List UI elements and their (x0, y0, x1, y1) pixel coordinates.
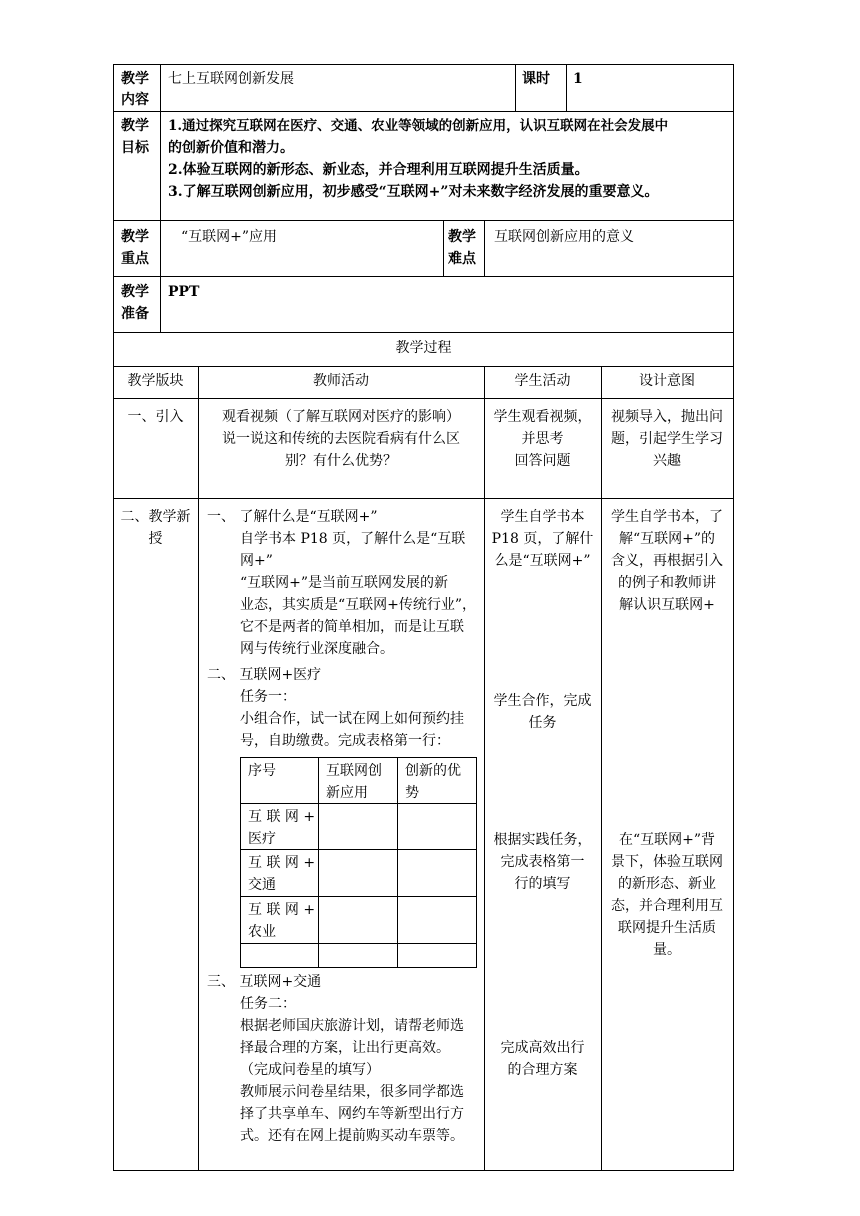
hours-value: 1 (573, 71, 583, 87)
s2-student-b2-line2: 任务 (528, 715, 557, 731)
section1-intent-line2: 题，引起学生学习 (611, 431, 723, 447)
section1-student-line2: 并思考 (521, 431, 564, 447)
difficulty-label-line1: 教学 (448, 229, 476, 245)
section2-name-line1: 二、教学新 (120, 509, 191, 525)
s2-intent-b2-line5: 联网提升生活质 (618, 920, 716, 936)
section1-name: 一、引入 (127, 409, 184, 425)
col-header-block: 教学版块 (127, 373, 184, 389)
s2-student-b1-line2: P18 页，了解什 (491, 531, 594, 547)
section1-intent-line3: 兴趣 (653, 453, 681, 469)
inner-header-adv-line2: 势 (405, 785, 419, 801)
part1-line2: 网+” (240, 553, 273, 569)
col-header-intent: 设计意图 (639, 373, 695, 389)
part3-line5: 教师展示问卷星结果，很多同学都选 (240, 1084, 464, 1100)
part2-heading: 二、 互联网+医疗 (207, 667, 322, 683)
difficulty-value: 互联网创新应用的意义 (494, 229, 634, 245)
s2-student-b1-line3: 么是“互联网+” (494, 553, 591, 569)
section1-intent-line1: 视频导入，抛出问 (611, 409, 723, 425)
inner-row2-line2: 交通 (248, 877, 276, 893)
inner-row1-line1: 互 联 网 + (248, 809, 316, 825)
part2-line2: 小组合作，试一试在网上如何预约挂 (240, 711, 464, 727)
objectives-label-line2: 目标 (121, 140, 149, 156)
inner-header-app-line1: 互联网创 (326, 763, 382, 779)
section1-teacher-line3: 别？有什么优势？ (285, 453, 397, 469)
inner-row1-line2: 医疗 (248, 831, 276, 847)
s2-student-b4-line2: 的合理方案 (507, 1062, 578, 1078)
part1-line4: 业态，其实质是“互联网+传统行业”， (240, 597, 477, 613)
inner-row3-line2: 农业 (248, 924, 276, 940)
section1-teacher-line2: 说一说这和传统的去医院看病有什么区 (222, 431, 460, 447)
s2-student-b1-line1: 学生自学书本 (500, 509, 585, 525)
s2-student-b3-line2: 完成表格第一 (500, 854, 585, 870)
s2-student-b2-line1: 学生合作，完成 (493, 693, 592, 709)
s2-intent-b2-line3: 的新形态、新业 (618, 876, 716, 892)
section2-name-line2: 授 (148, 531, 163, 547)
part1-line3: “互联网+”是当前互联网发展的新 (240, 575, 449, 591)
part3-line4: （完成问卷星的填写） (240, 1062, 380, 1078)
objective-line-4: 3.了解互联网创新应用，初步感受“互联网+”对未来数字经济发展的重要意义。 (168, 184, 659, 200)
part1-line1: 自学书本 P18 页，了解什么是“互联 (240, 531, 466, 547)
s2-intent-b1-line2: 解“互联网+”的 (618, 531, 716, 547)
part3-heading: 三、 互联网+交通 (207, 974, 322, 990)
prep-label-line1: 教学 (121, 284, 149, 300)
part3-line7: 式。还有在网上提前购买动车票等。 (240, 1128, 464, 1144)
section1-student-line1: 学生观看视频， (493, 409, 592, 425)
prep-label-line2: 准备 (121, 306, 149, 322)
inner-header-number: 序号 (248, 763, 276, 779)
s2-intent-b2-line6: 量。 (653, 942, 681, 958)
difficulty-label-line2: 难点 (448, 251, 476, 267)
part1-line5: 它不是两者的简单相加，而是让互联 (240, 619, 464, 635)
keypoint-label-line1: 教学 (121, 229, 149, 245)
s2-student-b4-line1: 完成高效出行 (500, 1040, 585, 1056)
part3-line1: 任务二： (240, 996, 296, 1012)
objective-line-3: 2.体验互联网的新形态、新业态，并合理利用互联网提升生活质量。 (168, 162, 589, 178)
inner-header-adv-line1: 创新的优 (405, 763, 461, 779)
objective-line-1: 1.通过探究互联网在医疗、交通、农业等领域的创新应用，认识互联网在社会发展中 (168, 118, 669, 134)
hours-label: 课时 (522, 71, 550, 87)
objectives-label-line1: 教学 (121, 118, 149, 134)
s2-intent-b1-line5: 解认识互联网+ (619, 597, 715, 613)
s2-intent-b2-line4: 态，并合理利用互 (611, 898, 723, 914)
part3-line3: 择最合理的方案，让出行更高效。 (240, 1040, 450, 1056)
col-header-student: 学生活动 (514, 373, 571, 389)
part1-heading: 一、 了解什么是“互联网+” (207, 509, 378, 525)
part2-line3: 号，自助缴费。完成表格第一行： (240, 733, 450, 749)
part1-line6: 网与传统行业深度融合。 (240, 641, 394, 657)
s2-student-b3-line3: 行的填写 (514, 876, 571, 892)
s2-intent-b1-line3: 含义，再根据引入 (611, 553, 723, 569)
s2-intent-b2-line1: 在“互联网+”背 (618, 832, 716, 848)
s2-intent-b1-line4: 的例子和教师讲 (618, 575, 716, 591)
section1-student-line3: 回答问题 (514, 453, 571, 469)
keypoint-value: “互联网+”应用 (181, 229, 278, 245)
s2-intent-b1-line1: 学生自学书本，了 (611, 509, 723, 525)
s2-intent-b2-line2: 景下，体验互联网 (611, 854, 723, 870)
inner-row3-line1: 互 联 网 + (248, 902, 316, 918)
prep-value: PPT (168, 284, 200, 300)
objective-line-2: 的创新价值和潜力。 (168, 140, 294, 156)
keypoint-label-line2: 重点 (121, 251, 149, 267)
content-label-line2: 内容 (121, 92, 149, 108)
part2-line1: 任务一： (240, 689, 296, 705)
part3-line2: 根据老师国庆旅游计划，请帮老师选 (240, 1018, 464, 1034)
col-header-teacher: 教师活动 (313, 373, 369, 389)
inner-row2-line1: 互 联 网 + (248, 855, 316, 871)
inner-header-app-line2: 新应用 (326, 785, 368, 801)
content-label-line1: 教学 (121, 71, 149, 87)
process-title: 教学过程 (395, 340, 452, 356)
section1-teacher-line1: 观看视频（了解互联网对医疗的影响） (222, 409, 460, 425)
s2-student-b3-line1: 根据实践任务， (493, 832, 592, 848)
part3-line6: 择了共享单车、网约车等新型出行方 (240, 1106, 464, 1122)
course-title: 七上互联网创新发展 (168, 71, 294, 87)
